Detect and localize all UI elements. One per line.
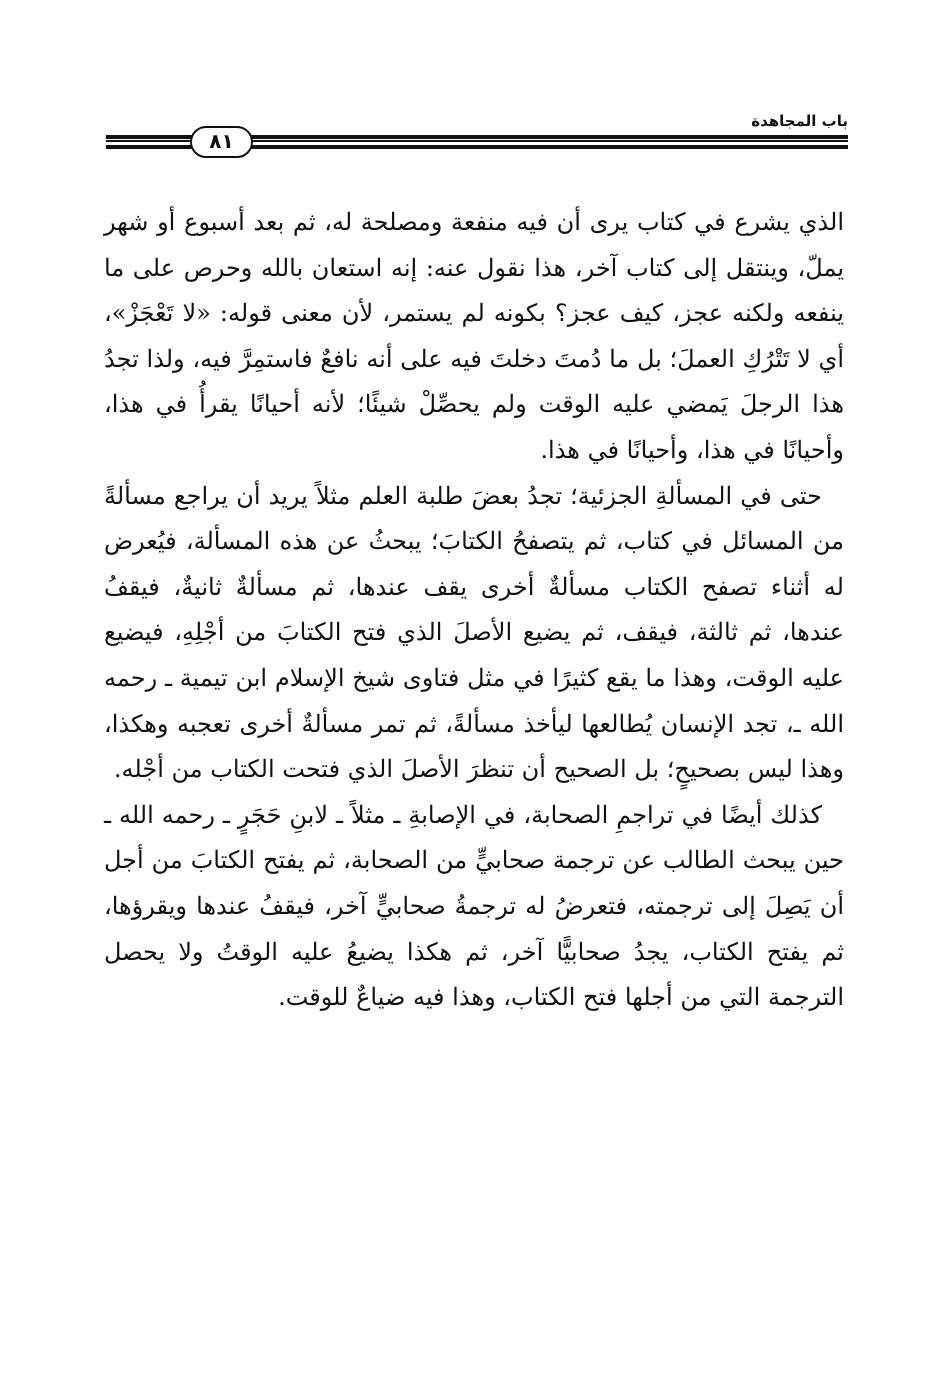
page-number-badge: ٨١ xyxy=(190,126,253,158)
header-rule-left xyxy=(106,135,192,149)
paragraph-1: الذي يشرع في كتاب يرى أن فيه منفعة ومصلحة له، ثم بعد أسبوع أو شهر يملّ، وينتقل إلى كتاب آخر، هذا نقول عنه: إنه استعان بالله وحرص على ما ينفعه ولكنه عجز، كيف عجز؟ بكونه لم يستمر، لأن معنى قوله: «لا تَعْجَزْ»، أي لا تَتْرُكِ العملَ؛ بل ما دُمتَ دخلتَ فيه على أنه نافعٌ فاستمِرَّ فيه، ولذا تجدُ هذا الرجلَ يَمضي عليه الوقت ولم يحصِّلْ شيئًا؛ لأنه أحيانًا يقرأُ في هذا، وأحيانًا في هذا، وأحيانًا في هذا. xyxy=(104,208,844,464)
header-rule-right xyxy=(251,135,848,149)
chapter-title: باب المجاهدة xyxy=(751,112,848,130)
paragraph-2: حتى في المسألةِ الجزئية؛ تجدُ بعضَ طلبة العلم مثلاً يريد أن يراجع مسألةً من المسائل في كتاب، ثم يتصفحُ الكتابَ؛ يبحثُ عن هذه المسألة، فيُعرض له أثناء تصفح الكتاب مسألةٌ أخرى يقف عندها، ثم مسألةٌ ثانيةٌ، فيقفُ عندها، ثم ثالثة، فيقف، ثم يضيع الأصلَ الذي فتح الكتابَ من أجْلِهِ، فيضيع عليه الوقت، وهذا ما يقع كثيرًا في مثل فتاوى شيخ الإسلام ابن تيمية ـ رحمه الله ـ، تجد الإنسان يُطالعها ليأخذ مسألةً، ثم تمر مسألةٌ أخرى تعجبه وهكذا، وهذا ليس بصحيحٍ؛ بل الصحيح أن تنظرَ الأصلَ الذي فتحت الكتاب من أجْله. xyxy=(104,481,844,784)
page-body xyxy=(104,200,844,1021)
paragraph-3: كذلك أيضًا في تراجمِ الصحابة، في الإصابةِ ـ مثلاً ـ لابنِ حَجَرٍ ـ رحمه الله ـ حين يبحث الطالب عن ترجمة صحابيٍّ من الصحابة، ثم يفتح الكتابَ من أجل أن يَصِلَ إلى ترجمته، فتعرضُ له ترجمةُ صحابيٍّ آخر، فيقفُ عندها ويقرؤها، ثم يفتح الكتاب، يجدُ صحابيًّا آخر، ثم هكذا يضيعُ عليه الوقتُ ولا يحصل الترجمة التي من أجلها فتح الكتاب، وهذا فيه ضياعٌ للوقت. xyxy=(104,800,844,1012)
header-rule-left-center xyxy=(106,140,192,142)
header-rule-right-center xyxy=(251,140,848,142)
